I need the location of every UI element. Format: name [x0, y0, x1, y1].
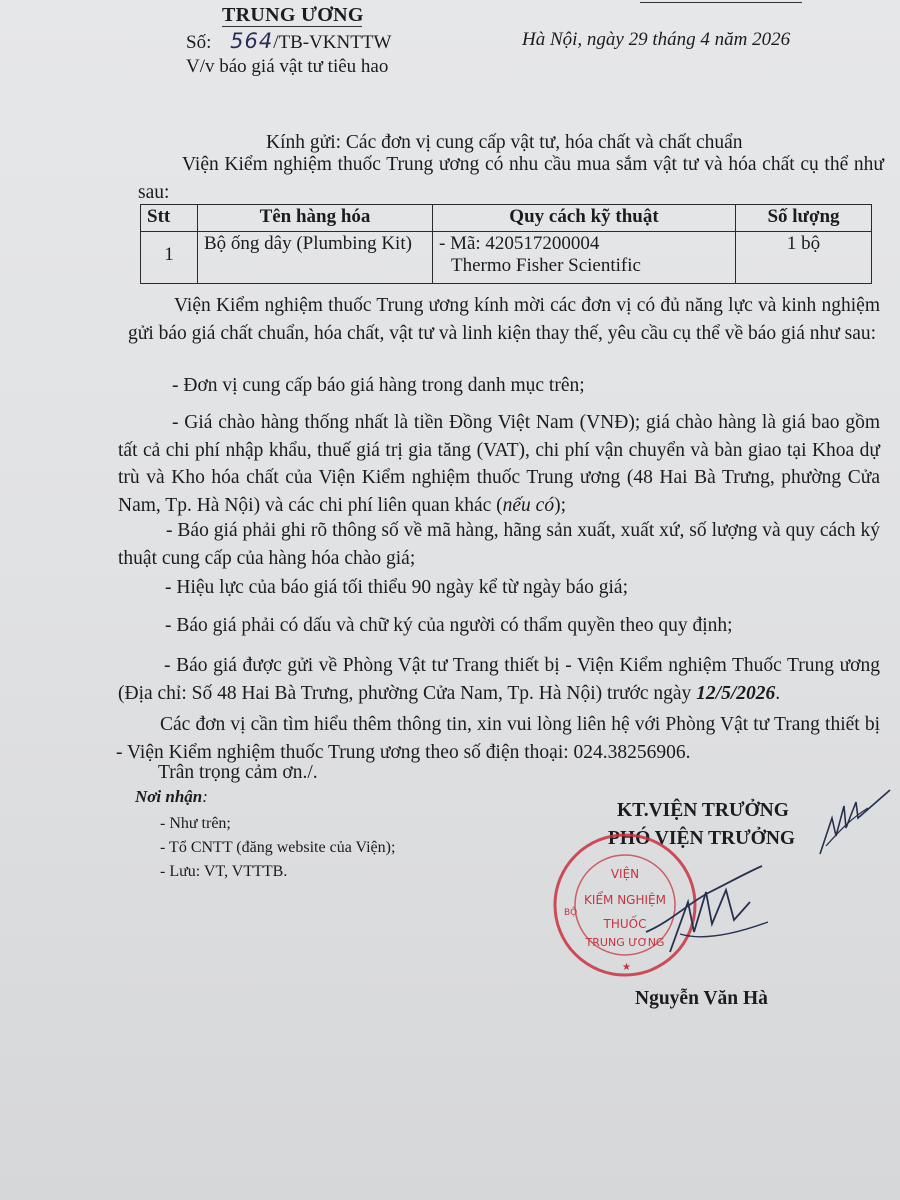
recipients-label: Nơi nhận [135, 787, 203, 806]
recipient-item: - Tổ CNTT (đăng website của Viện); [160, 839, 396, 856]
doc-no-prefix: Số: [186, 32, 212, 53]
col-name: Tên hàng hóa [198, 205, 433, 232]
doc-no-handwritten: 564 [230, 29, 274, 53]
req2-italic: nếu có [502, 494, 555, 516]
spec-code: - Mã: 420517200004 [439, 233, 600, 254]
req6-end: . [775, 682, 781, 704]
signer-name: Nguyễn Văn Hà [635, 988, 768, 1009]
intro-paragraph: Viện Kiểm nghiệm thuốc Trung ương có nhu cầu mua sắm vật tư và hóa chất cụ thể như sau: [138, 154, 884, 203]
contact-paragraph: Các đơn vị cần tìm hiểu thêm thông tin, xin vui lòng liên hệ với Phòng Vật tư Trang thiết bị - Viện Kiểm nghiệm thuốc Trung ương theo số điện thoại: 024.38256906. [116, 714, 880, 763]
cell-spec [433, 232, 736, 284]
document-number [186, 29, 391, 54]
spec-maker: Thermo Fisher Scientific [451, 255, 641, 276]
thanks-line: Trân trọng cảm ơn./. [158, 762, 318, 783]
sign-title-1: KT.VIỆN TRƯỞNG [617, 800, 789, 821]
recipient-item: - Như trên; [160, 815, 231, 832]
col-spec: Quy cách kỹ thuật [433, 205, 736, 232]
org-underline [222, 26, 362, 27]
recipients-colon: : [202, 787, 208, 806]
org-name: TRUNG ƯƠNG [222, 4, 364, 26]
table-header-row [141, 205, 872, 232]
col-qty: Số lượng [736, 205, 872, 232]
requirement-4: - Hiệu lực của báo giá tối thiểu 90 ngày kể từ ngày báo giá; [165, 577, 629, 598]
req6-text: - Báo giá được gửi về Phòng Vật tư Trang thiết bị - Viện Kiểm nghiệm Thuốc Trung ương (Địa chỉ: Số 48 Hai Bà Trưng, phường Cửa Nam, Tp. Hà Nội) trước ngày [118, 655, 880, 704]
table-row [141, 232, 872, 284]
place-date: Hà Nội, ngày 29 tháng 4 năm 2026 [522, 29, 791, 50]
stamp-line-4: TRUNG ƯƠNG [585, 936, 665, 949]
requirement-2 [118, 409, 880, 519]
stamp-star-icon: ★ [622, 962, 631, 973]
cell-name: Bộ ống dây (Plumbing Kit) [198, 232, 433, 284]
requirement-1: - Đơn vị cung cấp báo giá hàng trong danh mục trên; [172, 375, 585, 396]
recipient-item: - Lưu: VT, VTTTB. [160, 863, 288, 880]
req2-text: - Giá chào hàng thống nhất là tiền Đồng Việt Nam (VNĐ); giá chào hàng là giá bao gồm tất cả chi phí nhập khẩu, thuế giá trị gia tăng (VAT), chi phí vận chuyển và bàn giao tại Khoa dự trù và Kho hóa chất của Viện Kiểm nghiệm thuốc Trung ương (48 Hai Bà Trưng, phường Cửa Nam, Tp. Hà Nội) và các chi phí liên quan khác ( [118, 412, 880, 516]
items-table [140, 204, 872, 284]
req2-end: ); [554, 494, 566, 516]
handwritten-signature [640, 862, 780, 972]
subject-line: V/v báo giá vật tư tiêu hao [186, 56, 389, 77]
cell-stt: 1 [141, 232, 198, 284]
requirement-5: - Báo giá phải có dấu và chữ ký của người có thẩm quyền theo quy định; [165, 615, 733, 636]
cell-qty: 1 bộ [736, 232, 872, 284]
req6-deadline: 12/5/2026 [696, 682, 776, 704]
greeting: Kính gửi: Các đơn vị cung cấp vật tư, hóa chất và chất chuẩn [266, 132, 743, 153]
top-divider [640, 2, 802, 3]
stamp-line-1: VIỆN [610, 867, 640, 881]
stamp-line-2: KIỂM NGHIỆM [584, 893, 666, 907]
requirement-6 [118, 652, 880, 707]
stamp-line-3: THUỐC [603, 917, 647, 931]
requirement-3: - Báo giá phải ghi rõ thông số về mã hàng, hãng sản xuất, xuất xứ, số lượng và quy cách ký thuật cung cấp của hàng hóa chào giá; [118, 520, 880, 569]
col-stt: Stt [141, 205, 198, 232]
sign-title-2: PHÓ VIỆN TRƯỞNG [608, 828, 796, 849]
doc-no-suffix: /TB-VKNTTW [273, 32, 392, 53]
recipients-title [135, 787, 208, 807]
initials-signature [812, 788, 892, 860]
invite-paragraph: Viện Kiểm nghiệm thuốc Trung ương kính mời các đơn vị có đủ năng lực và kinh nghiệm gửi báo giá chất chuẩn, hóa chất, vật tư và linh kiện thay thế, yêu cầu cụ thể về báo giá như sau: [128, 295, 880, 344]
stamp-ring-text: BỘ [564, 908, 578, 918]
